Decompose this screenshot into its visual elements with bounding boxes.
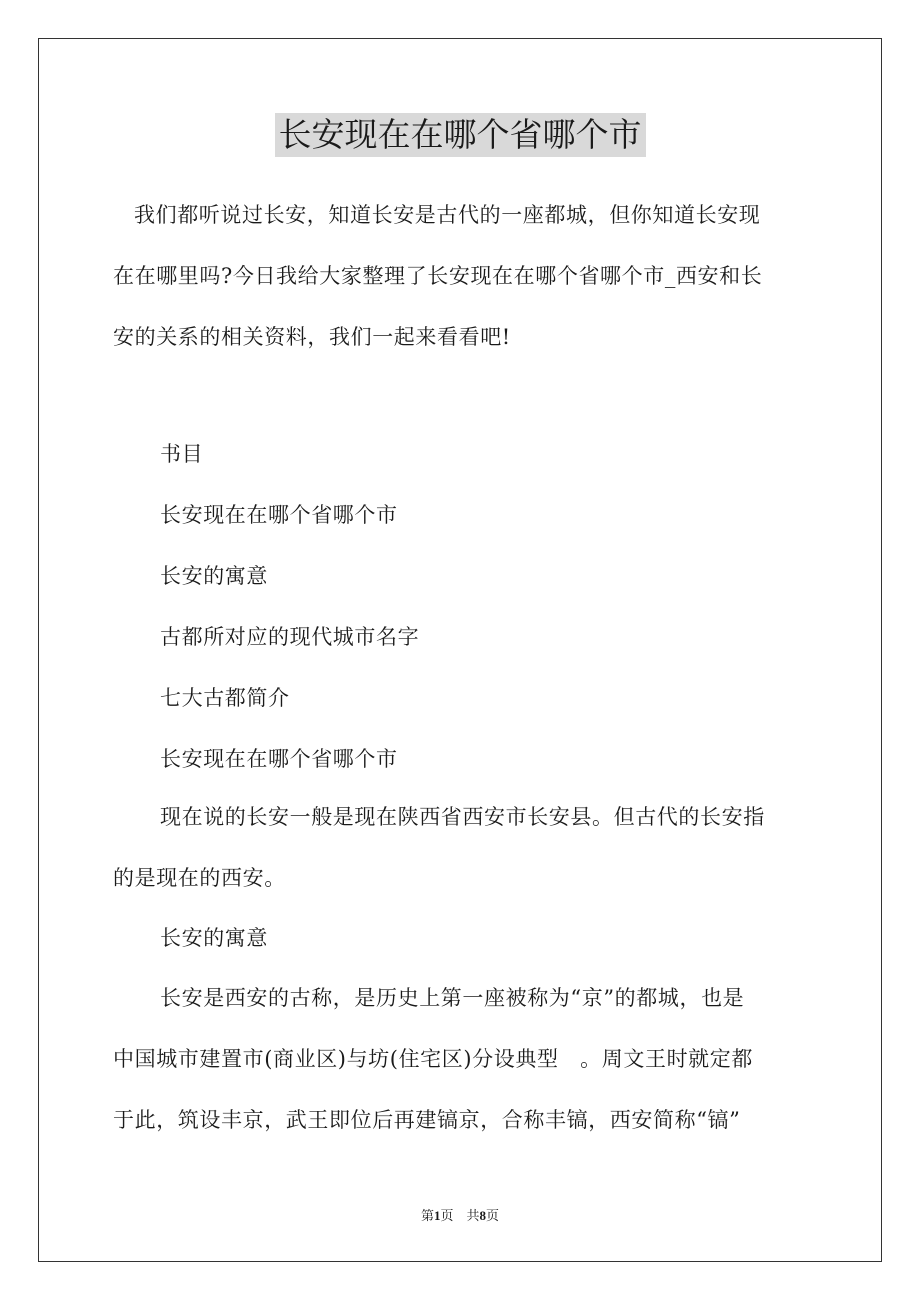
- toc: [160, 424, 860, 790]
- section2-heading-wrap: [160, 908, 860, 969]
- page-footer: [0, 1206, 920, 1226]
- toc-item: 长安的寓意: [160, 564, 268, 588]
- footer-total-prefix: 共: [466, 1208, 480, 1223]
- footer-page-number: 1: [433, 1208, 441, 1223]
- body-line: 现在说的长安一般是现在陕西省西安市长安县。但古代的长安指: [160, 805, 765, 829]
- toc-item: 七大古都简介: [160, 686, 290, 710]
- intro-line: 安的关系的相关资料，我们一起来看看吧!: [113, 325, 511, 349]
- intro-paragraph: [113, 185, 813, 368]
- footer-total-unit: 页: [486, 1208, 500, 1223]
- body-line: 的是现在的西安。: [113, 866, 286, 890]
- footer-total-pages: 8: [479, 1208, 487, 1223]
- section1-body: [113, 787, 813, 909]
- toc-heading: 书目: [160, 442, 204, 466]
- section2-body: [113, 968, 813, 1151]
- document-title: 长安现在在哪个省哪个市: [275, 113, 646, 157]
- intro-line: 我们都听说过长安，知道长安是古代的一座都城，但你知道长安现: [134, 203, 761, 227]
- toc-item: 长安现在在哪个省哪个市: [160, 503, 398, 527]
- toc-item: 古都所对应的现代城市名字: [160, 625, 420, 649]
- section1-heading: 长安现在在哪个省哪个市: [160, 747, 398, 771]
- body-line: 中国城市建置市(商业区)与坊(住宅区)分设典型 。周文王时就定都: [113, 1047, 753, 1071]
- section2-heading: 长安的寓意: [160, 926, 268, 950]
- body-line: 于此，筑设丰京，武王即位后再建镐京，合称丰镐，西安简称“镐”: [113, 1108, 741, 1132]
- body-line: 长安是西安的古称，是历史上第一座被称为“京”的都城，也是: [160, 986, 745, 1010]
- footer-page-prefix: 第: [420, 1208, 434, 1223]
- footer-page-unit: 页: [440, 1208, 454, 1223]
- intro-line: 在在哪里吗?今日我给大家整理了长安现在在哪个省哪个市_西安和长: [113, 264, 763, 288]
- title-container: [0, 113, 920, 157]
